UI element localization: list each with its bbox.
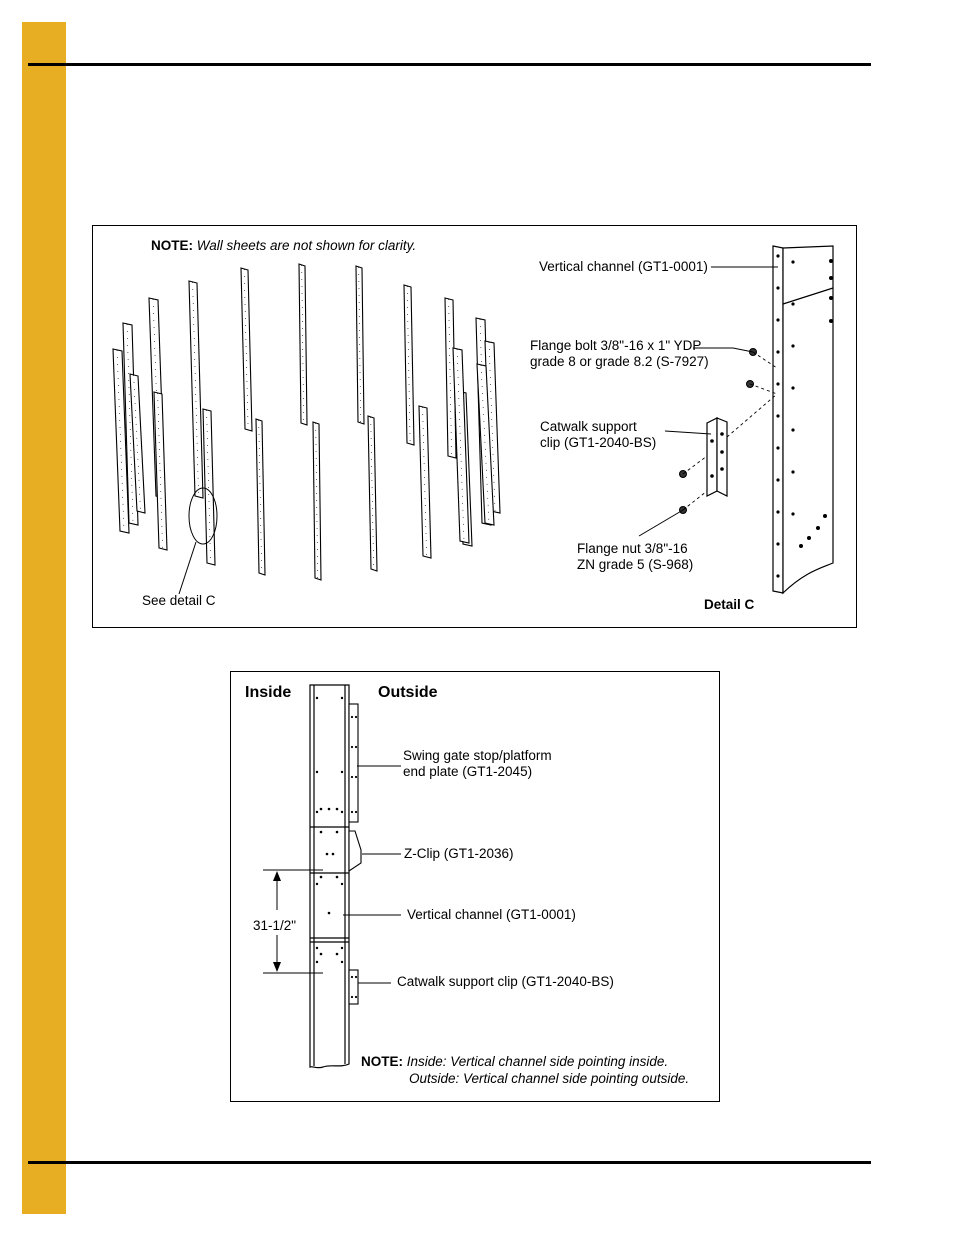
channel-hole [316,811,318,813]
channel-hole [336,953,339,956]
exploded-channels-figure [92,225,857,628]
channel-hole [776,414,779,417]
outside-label: Outside [378,684,438,701]
callout-catwalk-clip-line1: Catwalk support [540,419,637,434]
channel-hole [336,808,339,811]
channel-hole [776,286,779,289]
callout-swing-gate-line1: Swing gate stop/platform [403,748,552,763]
plate-hole [351,811,353,813]
channel-hole [776,510,779,513]
channel-hole [791,302,794,305]
exploded-channel-part [356,266,364,424]
plate-hole [351,776,353,778]
channel-hole [336,876,339,879]
exploded-channel-part [313,422,321,580]
channel-hole [316,883,318,885]
exploded-channel-part [404,285,414,445]
exploded-channel-part [368,416,377,571]
channel-hole [316,697,318,699]
clip-hole [355,996,357,998]
channel-hole [341,697,343,699]
accent-side-bar [22,22,66,1214]
plate-hole [355,716,357,718]
sheet-hole [829,319,833,323]
bottom-note-line1: Inside: Vertical channel side pointing inside. [406,1054,669,1069]
callout-vertical-channel: Vertical channel (GT1-0001) [407,907,576,922]
sheet-hole [829,259,833,263]
detail-catwalk-clip [707,418,727,496]
callout-swing-gate-line2: end plate (GT1-2045) [403,764,533,779]
detail-vertical-channel [773,246,833,593]
sheet-hole [799,544,803,548]
channel-hole [791,428,794,431]
channel-hole [316,961,318,963]
callout-catwalk-clip-line2: clip (GT1-2040-BS) [540,435,657,450]
channel-hole [320,953,323,956]
note-label: NOTE: [151,238,193,253]
plate-hole [355,776,357,778]
sheet-hole [823,514,827,518]
channel-hole [320,808,323,811]
channel-hole [791,512,794,515]
channel-hole [791,260,794,263]
channel-orientation-figure [230,671,720,1102]
channel-hole [320,831,323,834]
see-detail-label: See detail C [142,593,216,608]
channel-hole [776,350,779,353]
exploded-channel-part [299,264,307,425]
channel-hole [320,876,323,879]
z-clip-shape [349,831,361,871]
channel-hole [776,254,779,257]
callout-flange-nut-line2: ZN grade 5 (S-968) [577,557,694,572]
bottom-note-label: NOTE: [361,1054,403,1069]
detail-c-leader [179,542,196,594]
clip-hole [351,976,353,978]
channel-hole [316,771,318,773]
orientation-vertical-channel [310,685,349,1068]
sheet-hole [829,276,833,280]
swing-gate-plate [349,704,358,822]
callout-flange-bolt-line1: Flange bolt 3/8"-16 x 1" YDP [530,338,702,353]
channel-hole [341,771,343,773]
note-text: Wall sheets are not shown for clarity. [196,238,417,253]
exploded-channel-part [189,281,203,498]
bottom-note-line2: Outside: Vertical channel side pointing outside. [409,1071,690,1086]
channel-orientation-drawing [231,672,719,1101]
channel-hole [341,947,343,949]
callout-vertical-channel: Vertical channel (GT1-0001) [539,259,708,274]
channel-hole [776,382,779,385]
channel-hole [791,386,794,389]
exploded-channel-part [419,406,431,558]
channel-hole [341,961,343,963]
channel-hole [791,344,794,347]
channel-hole [336,831,339,834]
channel-hole [776,542,779,545]
callout-z-clip: Z-Clip (GT1-2036) [404,846,514,861]
sheet-hole [807,536,811,540]
channel-hole [776,478,779,481]
channel-hole [791,470,794,473]
header-rule [28,63,871,66]
channel-hole [776,574,779,577]
channel-hole [776,318,779,321]
plate-hole [355,746,357,748]
exploded-channels-drawing [93,226,856,627]
exploded-channel-part [241,268,252,431]
plate-hole [351,716,353,718]
channel-hole [341,811,343,813]
callout-catwalk-clip: Catwalk support clip (GT1-2040-BS) [397,974,614,989]
clip-hole [351,996,353,998]
channel-hole [341,883,343,885]
sheet-hole [829,296,833,300]
sheet-hole [816,526,820,530]
catwalk-clip-plate [349,970,358,1004]
callout-flange-nut-line1: Flange nut 3/8"-16 [577,541,688,556]
channel-hole [328,808,331,811]
footer-rule [28,1161,871,1164]
channel-hole [326,853,329,856]
channel-hole [332,853,335,856]
plate-hole [351,746,353,748]
detail-c-title: Detail C [704,597,755,612]
dimension-label: 31-1/2" [253,918,297,933]
channel-hole [776,446,779,449]
channel-hole [316,947,318,949]
clip-hole [355,976,357,978]
callout-flange-bolt-line2: grade 8 or grade 8.2 (S-7927) [530,354,709,369]
channel-hole [328,912,331,915]
plate-hole [355,811,357,813]
inside-label: Inside [245,684,292,701]
